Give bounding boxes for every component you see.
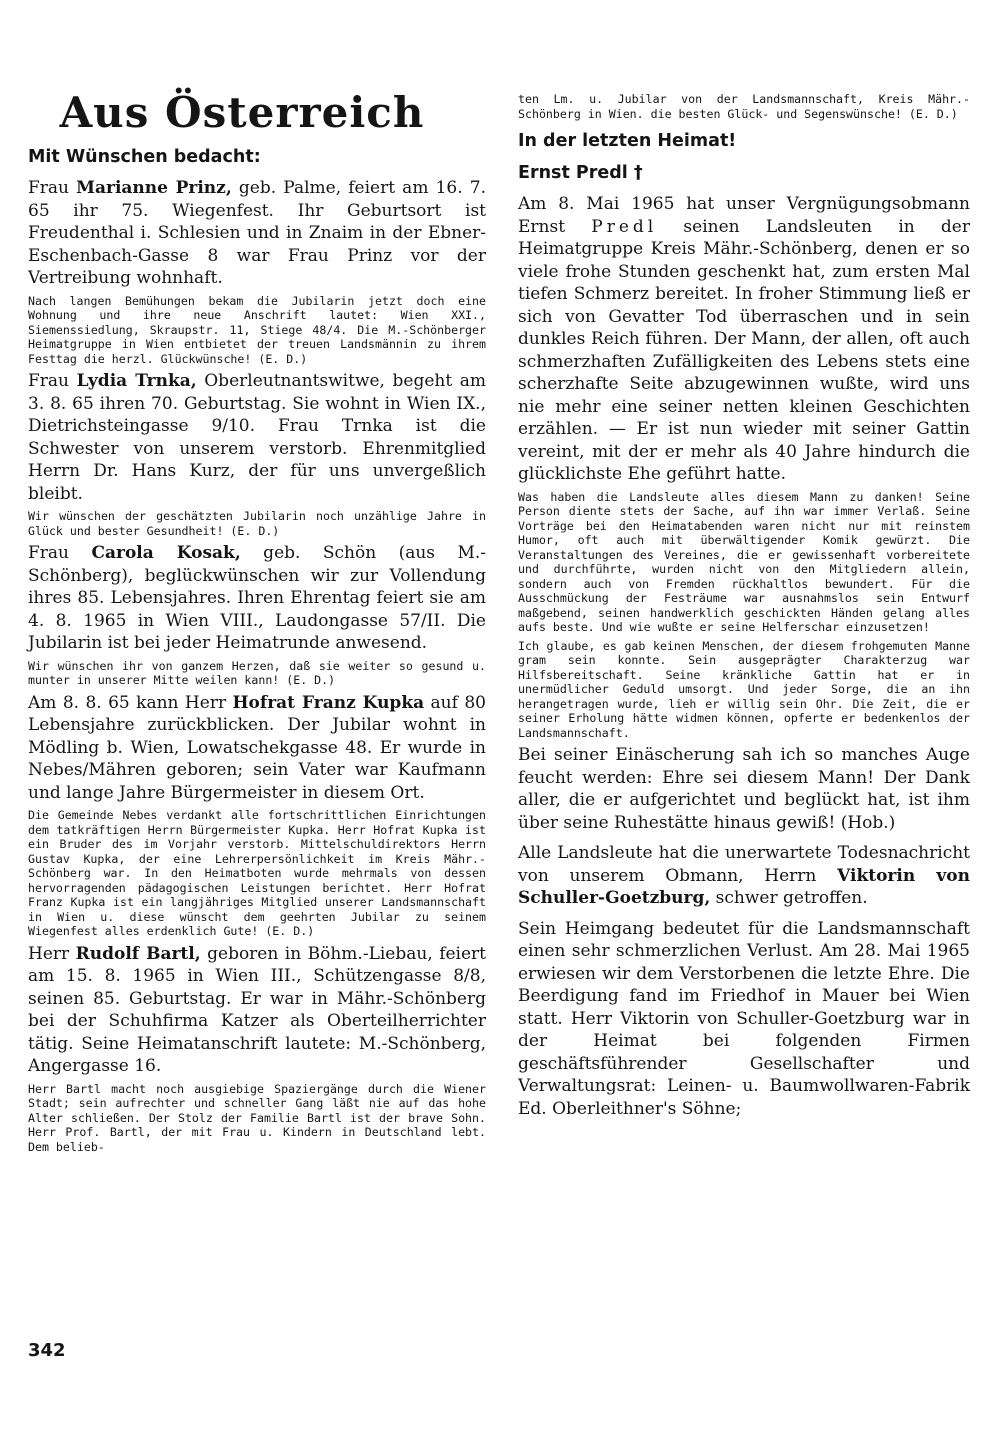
obituary-schuller: [518, 842, 970, 910]
article-prefix: Frau: [28, 371, 77, 391]
article-prefix: Herr: [28, 943, 76, 964]
article-prefix: Frau: [28, 543, 92, 563]
article-text: schwer getroffen.: [710, 888, 868, 908]
note-trnka: Wir wünschen der geschätzten Jubilarin noch unzählige Jahre in Glück und bester Gesundheit! (E. D.): [28, 509, 486, 538]
obituary-predl-end: Bei seiner Einäscherung sah ich so manches Auge feucht werden: Ehre sei diesem Mann! Der Dank aller, die er aufgerichtet und beglückt hat, ist ihm über seine Ruhestätte hinaus gewiß! (Hob.): [518, 745, 970, 833]
person-name: Rudolf Bartl,: [75, 943, 201, 964]
note-predl-1: Was haben die Landsleute alles diesem Mann zu danken! Seine Person diente stets der Sache, auf ihn war immer Verlaß. Seine Vorträge bei den Heimatabenden waren nicht nur mit reinstem Humor, oft auch mit überwältigender Komik gewürzt. Die Veranstaltungen des Vereines, die er gewissenhaft vorbereitete und durchführte, wurden nicht von den Mitgliedern allein, sondern auch von Fremden rückhaltlos bewundert. Für die Ausschmückung der Festräume war ausnahmslos sein Entwurf maßgebend, seinen handwerklich geschickten Händen gelang alles aufs beste. Und wie wußte er seine Helferschar einzusetzen!: [518, 489, 970, 634]
continued-note: ten Lm. u. Jubilar von der Landsmannschaft, Kreis Mähr.-Schönberg in Wien. die besten Glück- und Segenswünsche! (E. D.): [518, 92, 970, 121]
page-number: 342: [28, 1340, 66, 1361]
article-text: Oberleutnantswitwe, begeht am 3. 8. 65 ihren 70. Geburtstag. Sie wohnt in Wien IX., Dietrichsteingasse 9/10. Frau Trnka ist die Schwester von unserem verstorb. Ehrenmitglied Herrn Dr. Hans Kurz, der für uns unvergeßlich bleibt.: [28, 371, 486, 504]
note-bartl: Herr Bartl macht noch ausgiebige Spaziergänge durch die Wiener Stadt; sein aufrechter und schneller Gang läßt nie auf das hohe Alter schließen. Der Stolz der Familie Bartl ist der brave Sohn. Herr Prof. Bartl, der mit Frau u. Kindern in Deutschland lebt. Dem belieb-: [28, 1081, 486, 1154]
obituary-heading-predl: Ernst Predl †: [518, 163, 643, 183]
person-name: Hofrat Franz Kupka: [232, 692, 425, 713]
obituary-predl: [518, 193, 970, 486]
article-prefix: Am 8. Mai 1965 hat unser Vergnügungsobmann Ernst: [518, 194, 970, 237]
article-prefix: Alle Landsleute hat die unerwartete Todesnachricht von unserem Obmann, Herrn: [518, 843, 970, 886]
person-name: Carola Kosak,: [91, 543, 241, 563]
article-prinz: [28, 177, 486, 290]
note-kosak: Wir wünschen ihr von ganzem Herzen, daß sie weiter so gesund u. munter in unserer Mitte weilen kann! (E. D.): [28, 658, 486, 687]
person-name: Viktorin von Schuller-Goetzburg,: [518, 865, 970, 908]
note-kupka: Die Gemeinde Nebes verdankt alle fortschrittlichen Einrichtungen dem tatkräftigen Herrn Bürgermeister Kupka. Herr Hofrat Kupka ist ein Bruder des im Vorjahr verstorb. Mittelschuldirektors Herrn Gustav Kupka, der eine Lehrerpersönlichkeit im Kreis Mähr.-Schönberg war. In den Heimatboten wurde mehrmals von dessen hervorragenden pädagogischen Leistungen berichtet. Herr Hofrat Franz Kupka ist ein langjähriges Mitglied unserer Landsmannschaft in Wien u. diese wünscht dem geehrten Jubilar zu seinem Wiegenfest alles erdenklich Gute! (E. D.): [28, 808, 486, 938]
article-prefix: Am 8. 8. 65 kann Herr: [28, 692, 233, 713]
article-kosak: [28, 542, 486, 655]
article-text: geb. Palme, feiert am 16. 7. 65 ihr 75. Wiegenfest. Ihr Geburtsort ist Freudenthal i. Schlesien und in Znaim in der Ebner-Eschenbach-Gasse 8 war Frau Prinz vor der Vertreibung wohnhaft.: [28, 178, 486, 288]
article-text: geboren in Böhm.-Liebau, feiert am 15. 8. 1965 in Wien III., Schützengasse 8/8, seinen 85. Geburtstag. Er war in Mähr.-Schönberg bei der Schuhfirma Katzer als Oberteilherrichter tätig. Seine Heimatanschrift lautete: M.-Schönberg, Angergasse 16.: [28, 943, 487, 1076]
article-kupka: [28, 692, 486, 805]
article-trnka: [28, 370, 486, 505]
article-text: seinen Landsleuten in der Heimatgruppe Kreis Mähr.-Schönberg, denen er so viele frohe Stunden geschenkt hat, zum ersten Mal tiefen Schmerz bereitet. In froher Stimmung ließ er sich von Gevatter Tod überraschen und in sein dunkles Reich führen. Der Mann, der allen, oft auch schmerzhaften Zufälligkeiten des Lebens stets eine scherzhafte Seite abzugewinnen wußte, wird uns nie mehr eine seiner netten kleinen Geschichten erzählen. — Er ist nun wieder mit seiner Gattin vereint, mit der er mehr als 40 Jahre hindurch die glücklichste Ehe geführt hatte.: [518, 216, 970, 484]
section-heading-wishes: Mit Wünschen bedacht:: [28, 147, 261, 167]
article-prefix: Frau: [28, 178, 77, 198]
section-heading-last-home: In der letzten Heimat!: [518, 131, 737, 151]
article-text: geb. Schön (aus M.-Schönberg), beglückwünschen wir zur Vollendung ihres 85. Lebensjahres. Ihren Ehrentag feiert sie am 4. 8. 1965 in Wien VIII., Laudongasse 57/II. Die Jubilarin ist bei jeder Heimatrunde anwesend.: [28, 543, 487, 653]
article-text: auf 80 Lebensjahre zurückblicken. Der Jubilar wohnt in Mödling b. Wien, Lowatschekgasse 48. Er wurde in Nebes/Mähren geboren; sein Vater war Kaufmann und lange Jahre Bürgermeister in diesem Ort.: [28, 692, 486, 803]
person-name: Predl: [591, 216, 658, 237]
obituary-schuller-2: Sein Heimgang bedeutet für die Landsmannschaft einen sehr schmerzlichen Verlust. Am 28. Mai 1965 erwiesen wir dem Verstorbenen die letzte Ehre. Die Beerdigung fand im Friedhof in Mauer bei Wien statt. Herr Viktorin von Schuller-Goetzburg war in der Heimat bei folgenden Firmen geschäftsführender Gesellschafter und Verwaltungsrat: Leinen- u. Baumwollwaren-Fabrik Ed. Oberleithner's Söhne;: [518, 918, 970, 1119]
left-column: [28, 0, 486, 1158]
note-prinz: Nach langen Bemühungen bekam die Jubilarin jetzt doch eine Wohnung und ihre neue Anschrift lautet: Wien XXI., Siemenssiedlung, Skraupstr. 11, Stiege 48/4. Die M.-Schönberger Heimatgruppe in Wien entbietet der treuen Landsmännin zu ihrem Festtag die herzl. Glückwünsche! (E. D.): [28, 293, 486, 366]
person-name: Lydia Trnka,: [76, 371, 197, 391]
person-name: Marianne Prinz,: [76, 178, 232, 198]
right-column: [518, 0, 970, 1120]
article-bartl: [28, 943, 486, 1078]
note-predl-2: Ich glaube, es gab keinen Menschen, der diesem frohgemuten Manne gram sein konnte. Sein ausgeprägter Charakterzug war Hilfsbereitschaft. Seine kränkliche Gattin hat er in unermüdlicher Geduld umsorgt. Und jeder Sorge, die an ihn herangetragen wurde, lieh er willig sein Ohr. Die Zeit, die er seiner Erholung hätte widmen können, opferte er bedenkenlos der Landsmannschaft.: [518, 638, 970, 740]
page-title: Aus Österreich: [59, 88, 425, 137]
